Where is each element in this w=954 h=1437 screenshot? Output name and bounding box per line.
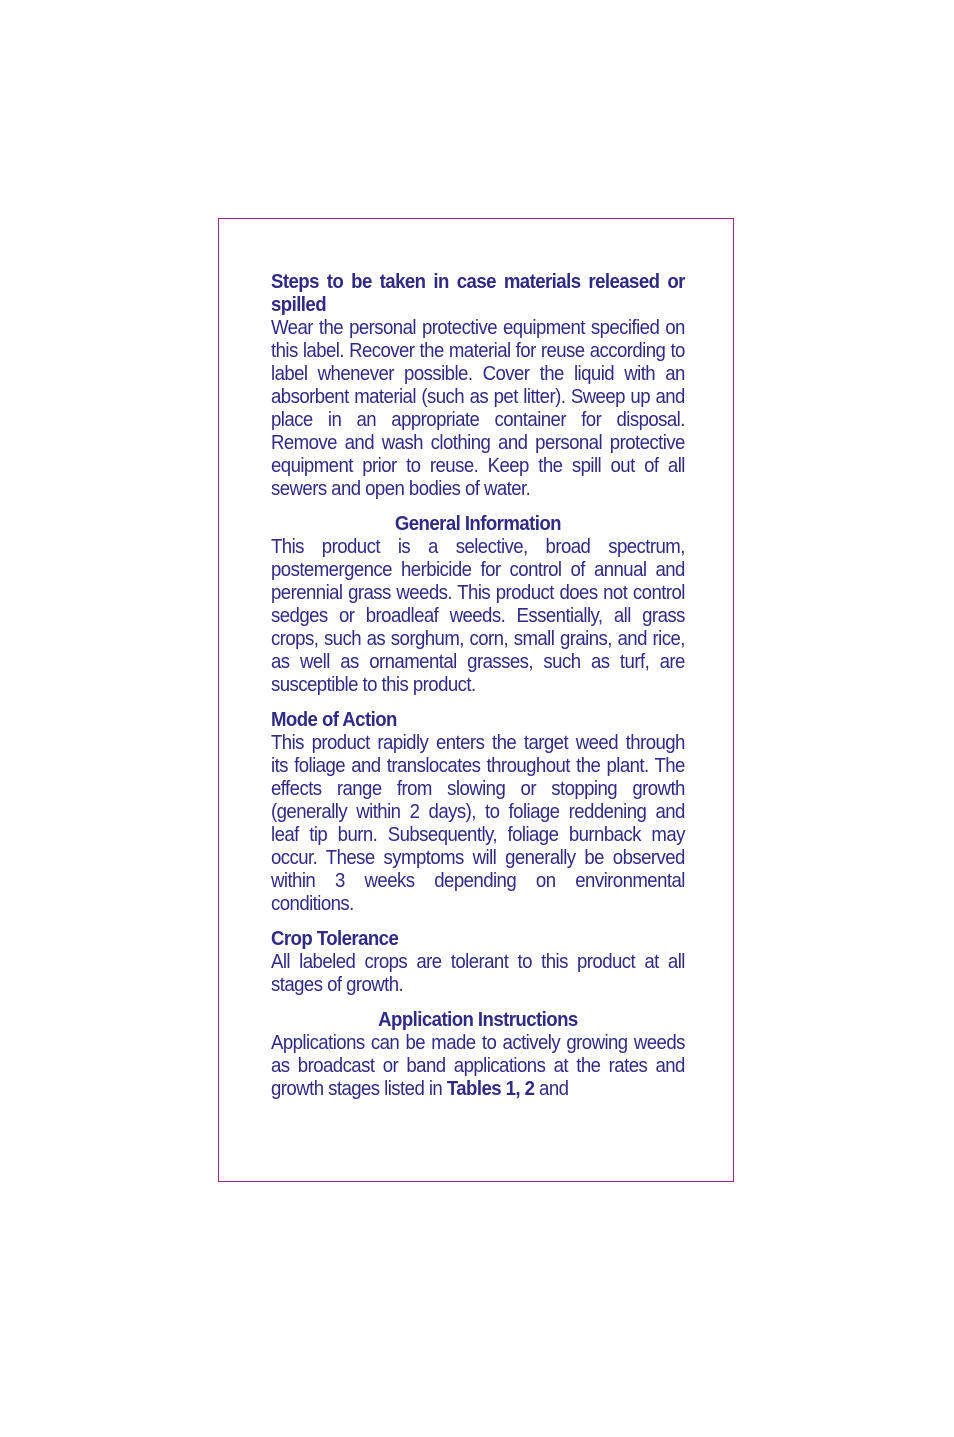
section-heading: Steps to be taken in case materials released or spilled: [271, 271, 685, 316]
section-heading: General Information: [394, 513, 561, 535]
section-body: This product is a selective, broad spectrum, postemergence herbicide for control of annual and perennial grass weeds. This product does not control sedges or broadleaf weeds. Essentially, all grass crops, such as sorghum, corn, small grains, and rice, as well as ornamental grasses, such as turf, are susceptible to this product.: [271, 536, 685, 696]
section-body: [271, 1032, 685, 1101]
body-text-end: and: [539, 1078, 569, 1100]
section-heading: Application Instructions: [378, 1009, 578, 1031]
section-application-instructions: [271, 1009, 685, 1101]
section-heading: Crop Tolerance: [271, 928, 399, 950]
section-general-information: [271, 513, 685, 697]
section-crop-tolerance: [271, 928, 685, 997]
label-panel: [218, 218, 734, 1182]
section-spill: [271, 271, 685, 501]
section-mode-of-action: [271, 709, 685, 916]
section-body: This product rapidly enters the target weed through its foliage and translocates throughout the plant. The effects range from slowing or stopping growth (generally within 2 days), to foliage reddening and leaf tip burn. Subsequently, foliage burnback may occur. These symptoms will generally be observed within 3 weeks depending on environmental conditions.: [271, 732, 685, 915]
section-body: Wear the personal protective equipment specified on this label. Recover the material for reuse according to label whenever possible. Cover the liquid with an absorbent material (such as pet litter). Sweep up and place in an appropriate container for disposal. Remove and wash clothing and personal protective equipment prior to reuse. Keep the spill out of all sewers and open bodies of water.: [271, 317, 685, 500]
label-content: [271, 271, 685, 1101]
section-body: All labeled crops are tolerant to this product at all stages of growth.: [271, 951, 685, 996]
body-text: Applications can be made to actively growing weeds as broadcast or band applications at the rates and growth stages listed in: [271, 1032, 685, 1100]
section-heading: Mode of Action: [271, 709, 397, 731]
tables-reference: Tables 1, 2: [446, 1078, 535, 1100]
